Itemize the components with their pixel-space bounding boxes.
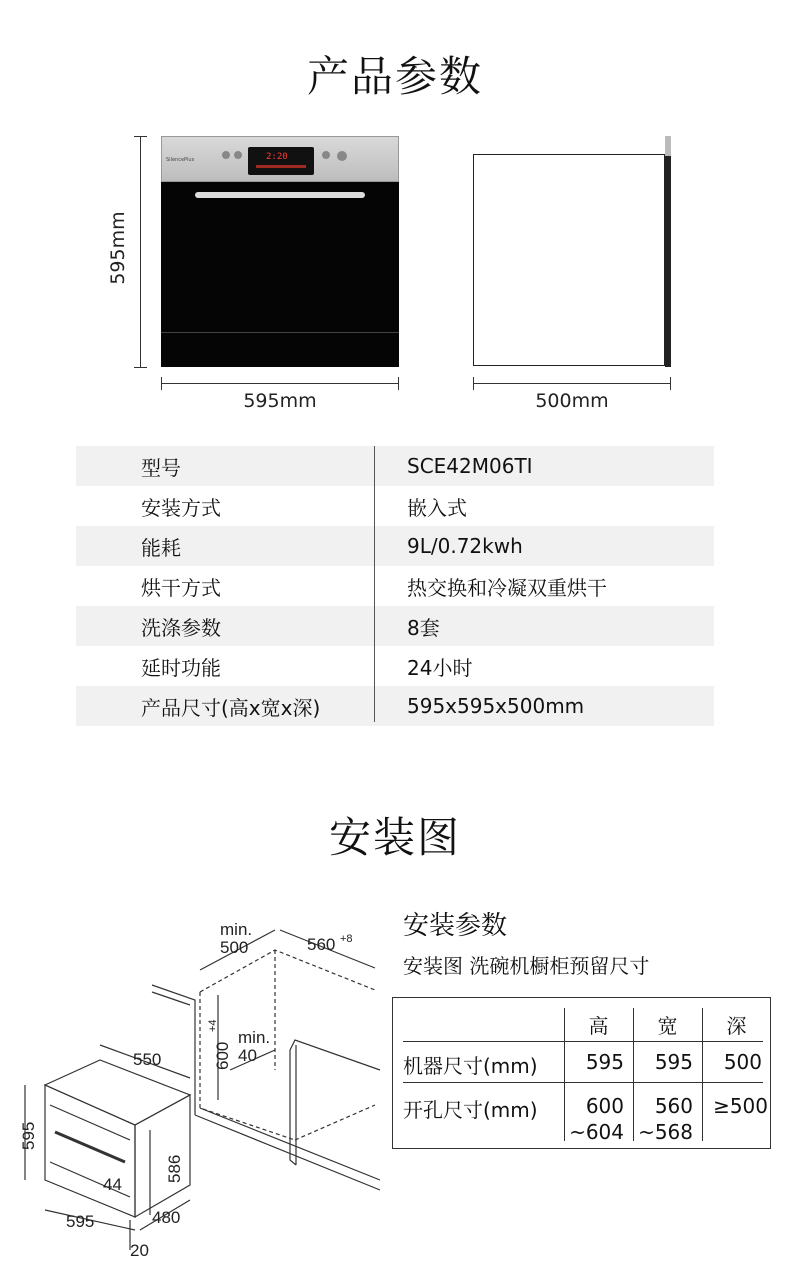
machine-height: 595 [585, 1050, 624, 1074]
indicator-lights [256, 165, 306, 168]
door-panel [161, 182, 399, 367]
width-label: 595mm [243, 390, 317, 412]
spec-label: 延时功能 [141, 655, 221, 680]
spec-value: 8套 [407, 615, 440, 640]
spec-value: 热交换和冷凝双重烘干 [407, 575, 607, 600]
spec-value: 595x595x500mm [407, 694, 585, 718]
dim-tick [398, 377, 399, 390]
spec-row [76, 646, 714, 686]
spec-value: 24小时 [407, 655, 473, 680]
spec-label: 能耗 [141, 535, 181, 560]
spec-value: 9L/0.72kwh [407, 534, 523, 558]
cutout-height-max: ~604 [569, 1120, 624, 1144]
min-label: min. [220, 920, 253, 939]
dim-tick [670, 377, 671, 390]
brand-mark: SilencePlus [166, 157, 195, 163]
spec-divider [374, 446, 375, 722]
machine-width: 595 [654, 1050, 693, 1074]
height-586-value: 586 [165, 1154, 184, 1183]
installation-drawing [0, 900, 392, 1270]
height-dimension-line [140, 136, 141, 367]
spec-label: 产品尺寸(高x宽x深) [141, 695, 321, 720]
spec-row [76, 526, 714, 566]
spec-row [76, 446, 714, 486]
door-line [161, 332, 399, 333]
spec-label: 安装方式 [141, 495, 221, 520]
spec-label: 烘干方式 [141, 575, 221, 600]
display-screen [248, 147, 314, 175]
width-dimension-line [161, 383, 399, 384]
col-header-height: 高 [588, 1014, 609, 1038]
spec-value: SCE42M06TI [407, 454, 533, 478]
col-header-width: 宽 [657, 1014, 678, 1038]
knob-icon [337, 151, 347, 161]
min-500-value: 500 [220, 938, 249, 957]
install-title: 安装图 [328, 813, 461, 862]
spec-row [76, 566, 714, 606]
dim-tick [161, 377, 162, 390]
depth-480-value: 480 [152, 1208, 181, 1227]
cutout-height: 600 [585, 1094, 624, 1118]
spec-row [76, 606, 714, 646]
cutout-width-max: ~568 [638, 1120, 693, 1144]
spec-row [76, 486, 714, 526]
spec-label: 洗涤参数 [141, 615, 221, 640]
knob-icon [234, 151, 242, 159]
min-40-value: 40 [238, 1046, 257, 1065]
cutout-width: 560 [654, 1094, 693, 1118]
table-line [403, 1082, 763, 1083]
dim-tick [134, 136, 147, 137]
knob-icon [322, 151, 330, 159]
value-20: 20 [130, 1241, 149, 1260]
min-label-2: min. [238, 1028, 271, 1047]
install-params-table [392, 997, 771, 1149]
control-panel [161, 136, 399, 182]
spec-value: 嵌入式 [407, 495, 467, 520]
row-label-machine: 机器尺寸(mm) [403, 1054, 538, 1078]
machine-depth: 500 [723, 1050, 762, 1074]
spec-row [76, 686, 714, 726]
door-handle [195, 192, 365, 198]
dim-tick [473, 377, 474, 390]
table-line [403, 1041, 763, 1042]
spec-label: 型号 [141, 455, 181, 480]
height-600-value: 600 [213, 1041, 232, 1070]
side-control-edge [665, 136, 671, 156]
height-label: 595mm [107, 211, 129, 285]
depth-label: 500mm [535, 390, 609, 412]
height-595-value: 595 [19, 1121, 38, 1150]
dishwasher-side-view [473, 154, 665, 366]
dishwasher-front-view [161, 136, 399, 367]
display-readout: 2:20 [266, 152, 288, 162]
col-header-depth: 深 [726, 1014, 747, 1038]
depth-550-value: 550 [133, 1050, 162, 1069]
cutout-depth: ≥500 [713, 1094, 768, 1118]
row-label-cutout: 开孔尺寸(mm) [403, 1098, 538, 1122]
page-title: 产品参数 [306, 52, 483, 101]
knob-icon [222, 151, 230, 159]
install-params-subtitle: 安装图 洗碗机橱柜预留尺寸 [403, 954, 650, 978]
width-595-value: 595 [66, 1212, 95, 1231]
height-600-tolerance: +4 [207, 1019, 219, 1032]
depth-dimension-line [473, 383, 671, 384]
width-560-value: 560 [307, 935, 336, 954]
install-params-title: 安装参数 [403, 911, 508, 941]
width-560-tolerance: +8 [340, 933, 353, 945]
dim-tick [134, 367, 147, 368]
spec-table [76, 446, 714, 726]
side-front-panel [665, 136, 671, 367]
value-44: 44 [103, 1175, 122, 1194]
